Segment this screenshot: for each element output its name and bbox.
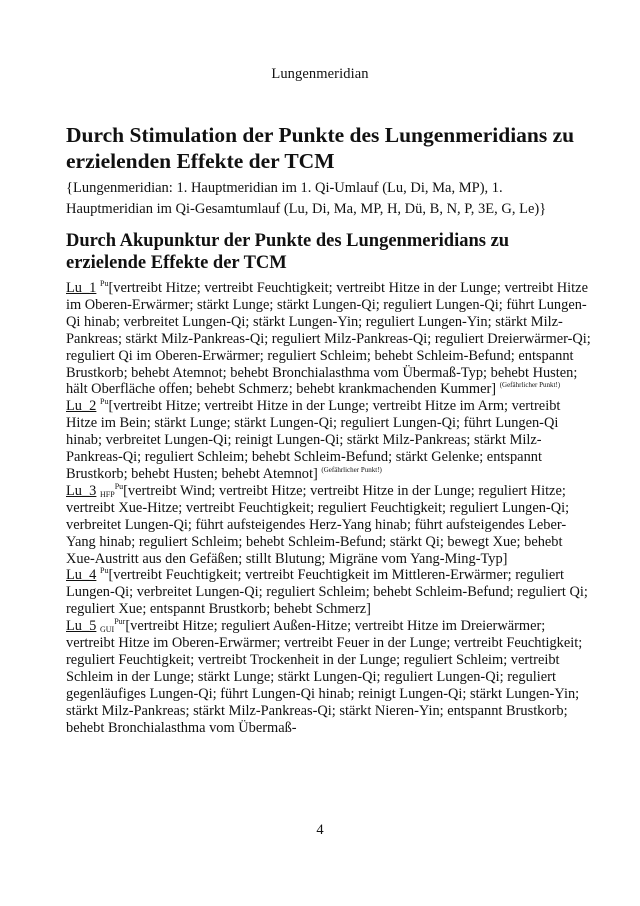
point-note: (Gefährlicher Punkt!) [321, 465, 382, 474]
point-effects: [vertreibt Hitze; vertreibt Hitze in der Lunge; vertreibt Hitze im Arm; vertreibt Hitze im Bein; stärkt Lunge; stärkt Lungen-Qi; reguliert Lungen-Qi; führt Lungen-Qi hinab; verbreitet Lungen-Qi; reinigt Lungen-Qi; stärkt Milz-Pankreas; stärkt Milz-Pankreas-Qi; reguliert Schleim; behebt Schleim-Befund; stärkt Gelenke; entspannt Brustkorb; behebt Husten; behebt Atemnot] [66, 398, 561, 482]
point-subscript: HFP [100, 489, 115, 499]
point-list [66, 280, 594, 736]
point-entry-lu5 [66, 618, 594, 736]
point-entry-lu2 [66, 398, 594, 483]
point-entry-lu3 [66, 483, 594, 568]
point-id: Lu_2 [66, 398, 97, 415]
point-id: Lu_4 [66, 567, 97, 584]
page-number: 4 [316, 822, 324, 838]
point-superscript: Pu [114, 481, 124, 491]
point-effects: [vertreibt Hitze; vertreibt Feuchtigkeit; vertreibt Hitze in der Lunge; vertreibt Hitze im Oberen-Erwärmer; stärkt Lunge; stärkt Lungen-Qi; reguliert Lungen-Qi; führt Lungen-Qi hinab; verbreitet Lungen-Qi; stärkt Lungen-Yin; reguliert Lungen-Yin; stärkt Milz-Pankreas; stärkt Milz-Pankreas-Qi; reguliert Milz-Pankreas-Qi; reguliert Dreierwärmer-Qi; reguliert Qi im Oberen-Erwärmer; reguliert Schleim; behebt Schleim-Befund; entspannt Brustkorb; behebt Atemnot; behebt Bronchialasthma vom Übermaß-Typ; behebt Husten; hält Oberfläche offen; behebt Schmerz; behebt krankmachenden Kummer] [66, 280, 591, 398]
point-note: (Gefährlicher Punkt!) [499, 381, 561, 390]
subsection-heading: Durch Akupunktur der Punkte des Lungenmeridians zu erzielende Effekte der TCM [66, 231, 510, 273]
point-id: Lu_3 [66, 482, 97, 499]
point-id: Lu_5 [66, 618, 97, 635]
point-entry-lu4 [66, 567, 594, 618]
point-id: Lu_1 [66, 280, 97, 296]
running-header: Lungenmeridian [271, 66, 369, 82]
point-superscript: Pu [100, 566, 109, 576]
point-subscript: GUI [100, 625, 115, 635]
point-effects: [vertreibt Hitze; reguliert Außen-Hitze; vertreibt Hitze im Dreierwärmer; vertreibt Hitze im Oberen-Erwärmer; vertreibt Feuer in der Lunge; vertreibt Feuchtigkeit; reguliert Feuchtigkeit; vertreibt Trockenheit in der Lunge; reguliert Schleim; vertreibt Schleim in der Lunge; stärkt Lunge; stärkt Lungen-Qi; reguliert Lungen-Qi; reguliert gegenläufiges Lungen-Qi; führt Lungen-Qi hinab; reinigt Lungen-Qi; stärkt Lungen-Yin; stärkt Milz-Pankreas; stärkt Milz-Pankreas-Qi; stärkt Nieren-Yin; entspannt Brustkorb; behebt Bronchialasthma vom Übermaß- [66, 618, 583, 736]
point-superscript: Pu [100, 397, 109, 407]
meridian-intro: {Lungenmeridian: 1. Hauptmeridian im 1. Qi-Umlauf (Lu, Di, Ma, MP), 1. Hauptmeridian im Qi-Gesamtumlauf (Lu, Di, Ma, MP, H, Dü, B, N, P, 3E, G, Le)} [66, 180, 547, 217]
point-effects: [vertreibt Wind; vertreibt Hitze; vertreibt Hitze in der Lunge; reguliert Hitze; vertreibt Xue-Hitze; vertreibt Feuchtigkeit; reguliert Feuchtigkeit; reguliert Lungen-Qi; verbreitet Lungen-Qi; führt aufsteigendes Herz-Yang hinab; führt aufsteigendes Leber-Yang hinab; reguliert Schleim; behebt Schleim-Befund; stärkt Qi; bewegt Xue; behebt Xue-Austritt aus den Gefäßen; stillt Blutung; Migräne vom Yang-Ming-Typ] [66, 482, 570, 567]
point-effects: [vertreibt Feuchtigkeit; vertreibt Feuchtigkeit im Mittleren-Erwärmer; reguliert Lungen-Qi; verbreitet Lungen-Qi; reguliert Schleim; behebt Schleim-Befund; reguliert Qi; reguliert Xue; entspannt Brustkorb; behebt Schmerz] [66, 567, 588, 618]
section-heading: Durch Stimulation der Punkte des Lungenmeridians zu erzielenden Effekte der TCM [66, 123, 575, 173]
point-superscript: Pur [114, 617, 126, 627]
point-superscript: Pu [100, 279, 109, 288]
point-entry-lu1 [66, 280, 594, 398]
